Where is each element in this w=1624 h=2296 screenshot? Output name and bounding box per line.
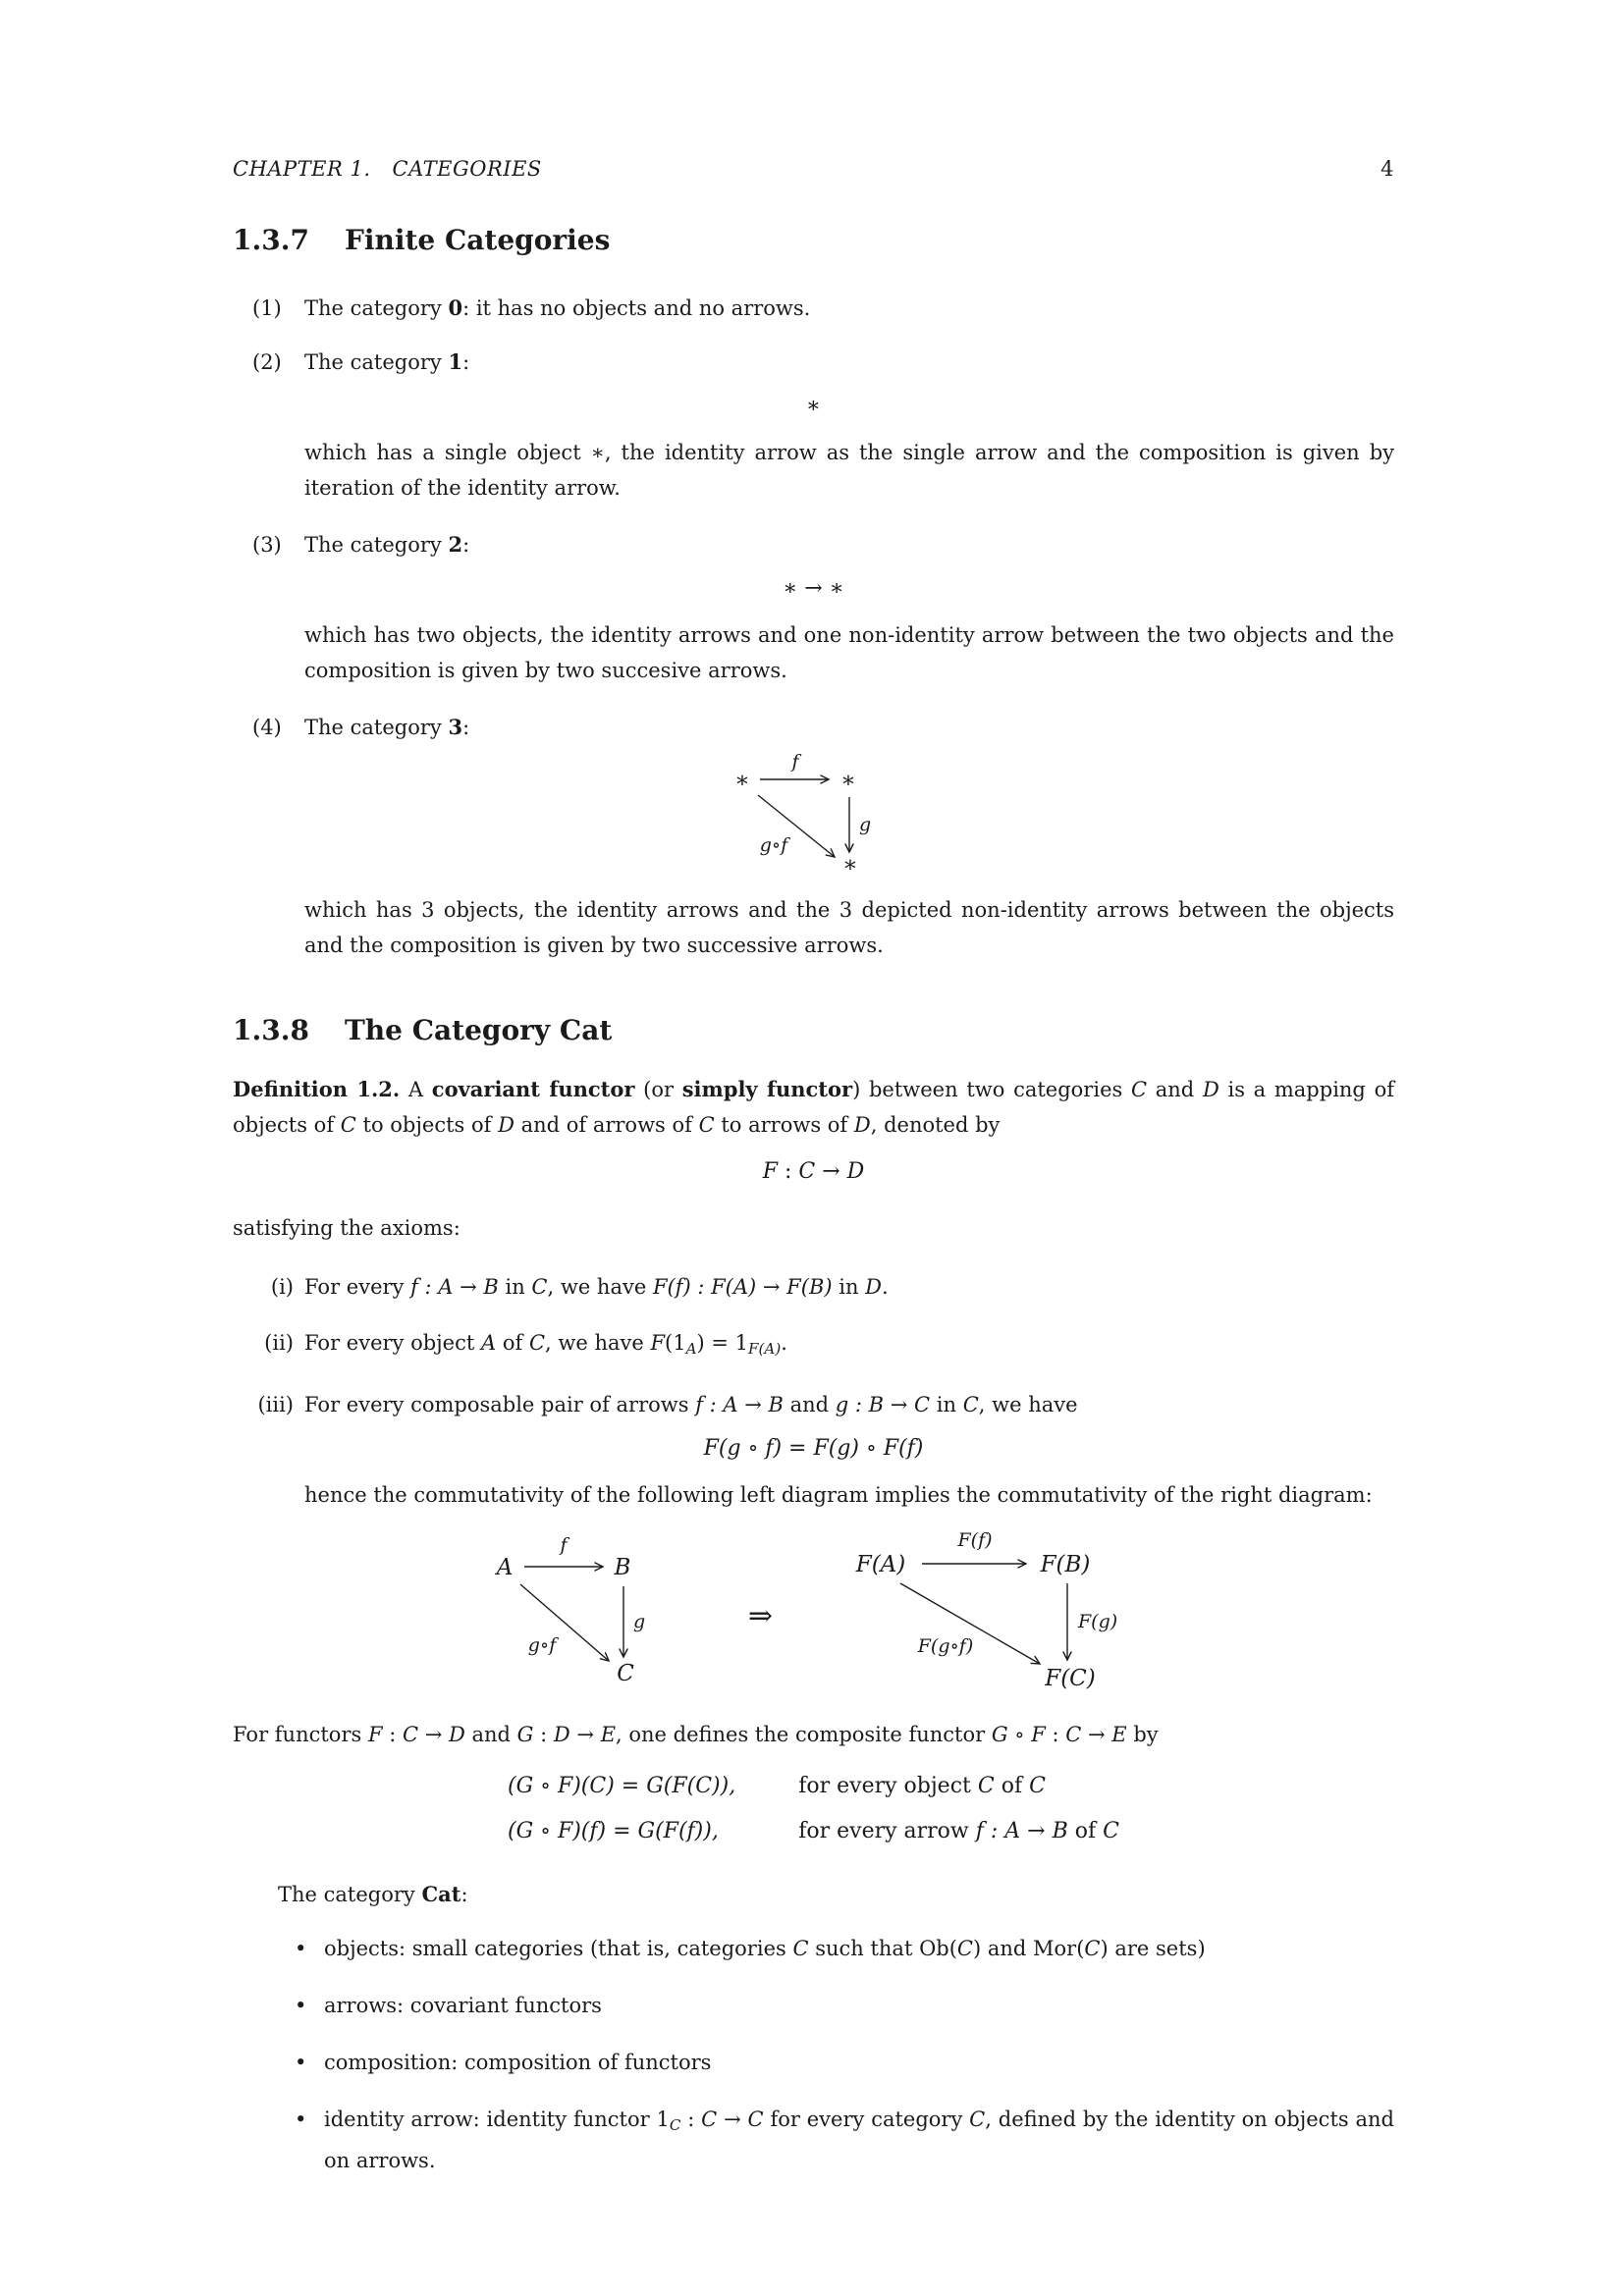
bullet-arrows bbox=[233, 1988, 1394, 2023]
node-C: C bbox=[617, 1661, 634, 1687]
functors-paragraph: For functors F : C → D and G : D → E, one defines the composite functor G ∘ F : C → E by bbox=[233, 1723, 1159, 1747]
axiom-iii-text: For every composable pair of arrows f : A → B and g : B → C in C, we have bbox=[304, 1393, 1078, 1417]
list-item-1-text: The category 0: it has no objects and no arrows. bbox=[304, 295, 811, 320]
display-math-category-2: ∗ → ∗ bbox=[783, 576, 844, 601]
composite-eq-1-math: (G ∘ F)(C) = G(F(C)), bbox=[508, 1774, 736, 1799]
node-B: B bbox=[614, 1555, 631, 1581]
arrow-gof-label: g∘f bbox=[527, 1634, 557, 1657]
arrow-gof-label: g∘f bbox=[759, 834, 787, 856]
category-cat-intro: The category Cat: bbox=[278, 1882, 468, 1907]
axiom-i-label: (i) bbox=[270, 1275, 294, 1299]
text-block bbox=[233, 0, 1394, 2178]
category-3-diagram bbox=[233, 750, 1394, 881]
arrow-f-label: f bbox=[790, 751, 799, 773]
axiom-ii-label: (ii) bbox=[264, 1331, 294, 1355]
axiom-iii-label: (iii) bbox=[257, 1393, 294, 1417]
commutative-diagrams bbox=[233, 1526, 1394, 1693]
list-item-2-label: (2) bbox=[252, 350, 282, 374]
chapter-label: CHAPTER 1. bbox=[233, 157, 371, 181]
section-heading-finite-categories bbox=[233, 224, 1394, 256]
list-item-4-text: The category 3: bbox=[304, 715, 470, 739]
composite-equations bbox=[508, 1772, 1119, 1846]
bullet-icon: • bbox=[295, 2108, 307, 2132]
composite-eq-2-math: (G ∘ F)(f) = G(F(f)), bbox=[508, 1819, 719, 1844]
category-3-diagram-svg bbox=[711, 750, 917, 876]
bullet-arrows-text: arrows: covariant functors bbox=[324, 1994, 602, 2018]
axiom-ii-text: For every object A of C, we have $F(1_A) = 1_{F(A)}$. bbox=[304, 1331, 787, 1359]
composite-eq-2-text: for every arrow f : A → B of C bbox=[798, 1819, 1119, 1844]
section-number: 1.3.7 bbox=[233, 224, 309, 256]
list-item-1 bbox=[233, 294, 1394, 323]
node-FA: F(A) bbox=[855, 1552, 906, 1578]
arrow-Fgof-label: F(g∘f) bbox=[917, 1635, 974, 1658]
list-item-2 bbox=[233, 347, 1394, 377]
arrow-Ff-label: F(f) bbox=[957, 1529, 993, 1552]
page-number: 4 bbox=[1380, 157, 1394, 181]
diagram-node-star-2: ∗ bbox=[839, 768, 856, 793]
implies-arrow: ⇒ bbox=[747, 1598, 774, 1633]
arrow-g-label: g bbox=[632, 1611, 646, 1633]
section-title: The Category Cat bbox=[344, 1014, 613, 1046]
display-math-functor-type: F : C → D bbox=[762, 1159, 865, 1184]
bullet-composition bbox=[233, 2045, 1394, 2080]
axiom-i bbox=[233, 1272, 1394, 1302]
axiom-ii bbox=[233, 1328, 1394, 1363]
bullet-composition-text: composition: composition of functors bbox=[324, 2051, 712, 2075]
bullet-icon: • bbox=[295, 1994, 307, 2018]
arrow-f-label: f bbox=[560, 1534, 568, 1557]
bullet-objects bbox=[233, 1931, 1394, 1966]
arrow-Fg-label: F(g) bbox=[1078, 1611, 1118, 1633]
left-diagram-svg bbox=[473, 1533, 691, 1686]
list-item-4 bbox=[233, 713, 1394, 742]
axiom-i-text: For every f : A → B in C, we have F(f) : F(A) → F(B) in D. bbox=[304, 1275, 889, 1299]
definition-paragraph: Definition 1.2. A covariant functor (or simply functor) between two categories C and D is a mapping of objects of C to objects of D and of arrows of C to arrows of D, denoted by bbox=[233, 1077, 1394, 1137]
list-item-3-label: (3) bbox=[252, 533, 282, 557]
section-number: 1.3.8 bbox=[233, 1014, 309, 1046]
list-item-3-text: The category 2: bbox=[304, 532, 470, 557]
display-math-category-1: ∗ bbox=[806, 394, 821, 418]
axioms-intro: satisfying the axioms: bbox=[233, 1216, 460, 1240]
diagram-node-star-1: ∗ bbox=[733, 768, 750, 793]
bullet-identity-arrow bbox=[233, 2102, 1394, 2178]
list-item-1-label: (1) bbox=[252, 296, 282, 320]
right-diagram-svg bbox=[830, 1526, 1154, 1693]
node-FC: F(C) bbox=[1045, 1666, 1096, 1692]
list-item-3 bbox=[233, 530, 1394, 560]
bullet-icon: • bbox=[295, 2051, 307, 2075]
node-A: A bbox=[496, 1555, 514, 1581]
category-3-paragraph: which has 3 objects, the identity arrows and the 3 depicted non-identity arrows between the objects and the composition is given by two successive arrows. bbox=[304, 898, 1394, 957]
list-item-2-text: The category 1: bbox=[304, 349, 470, 374]
arrow-g-label: g bbox=[858, 814, 871, 835]
category-1-paragraph: which has a single object ∗, the identity arrow as the single arrow and the composition is given by iteration of the identity arrow. bbox=[304, 441, 1394, 500]
bullet-identity-arrow-text: identity arrow: identity functor $1_C$ : C → C for every category C, defined by the identity on objects and on arrows. bbox=[324, 2108, 1394, 2173]
hence-paragraph: hence the commutativity of the following left diagram implies the commutativity of the right diagram: bbox=[304, 1483, 1373, 1508]
running-header bbox=[233, 157, 1394, 181]
bullet-icon: • bbox=[295, 1937, 307, 1961]
category-2-paragraph: which has two objects, the identity arrows and one non-identity arrow between the two objects and the composition is given by two succesive arrows. bbox=[304, 623, 1394, 682]
composite-eq-1-text: for every object C of C bbox=[798, 1774, 1046, 1799]
bullet-objects-text: objects: small categories (that is, categories C such that Ob(C) and Mor(C) are sets) bbox=[324, 1937, 1206, 1961]
display-math-functor-composition: F(g ∘ f) = F(g) ∘ F(f) bbox=[703, 1436, 924, 1462]
axiom-iii bbox=[233, 1390, 1394, 1419]
node-FB: F(B) bbox=[1040, 1552, 1091, 1578]
section-heading-category-cat bbox=[233, 1014, 1394, 1046]
diagram-node-star-3: ∗ bbox=[841, 852, 858, 876]
section-title: Finite Categories bbox=[344, 224, 611, 256]
chapter-header bbox=[233, 157, 542, 181]
chapter-title: CATEGORIES bbox=[392, 157, 542, 181]
list-item-4-label: (4) bbox=[252, 716, 282, 739]
